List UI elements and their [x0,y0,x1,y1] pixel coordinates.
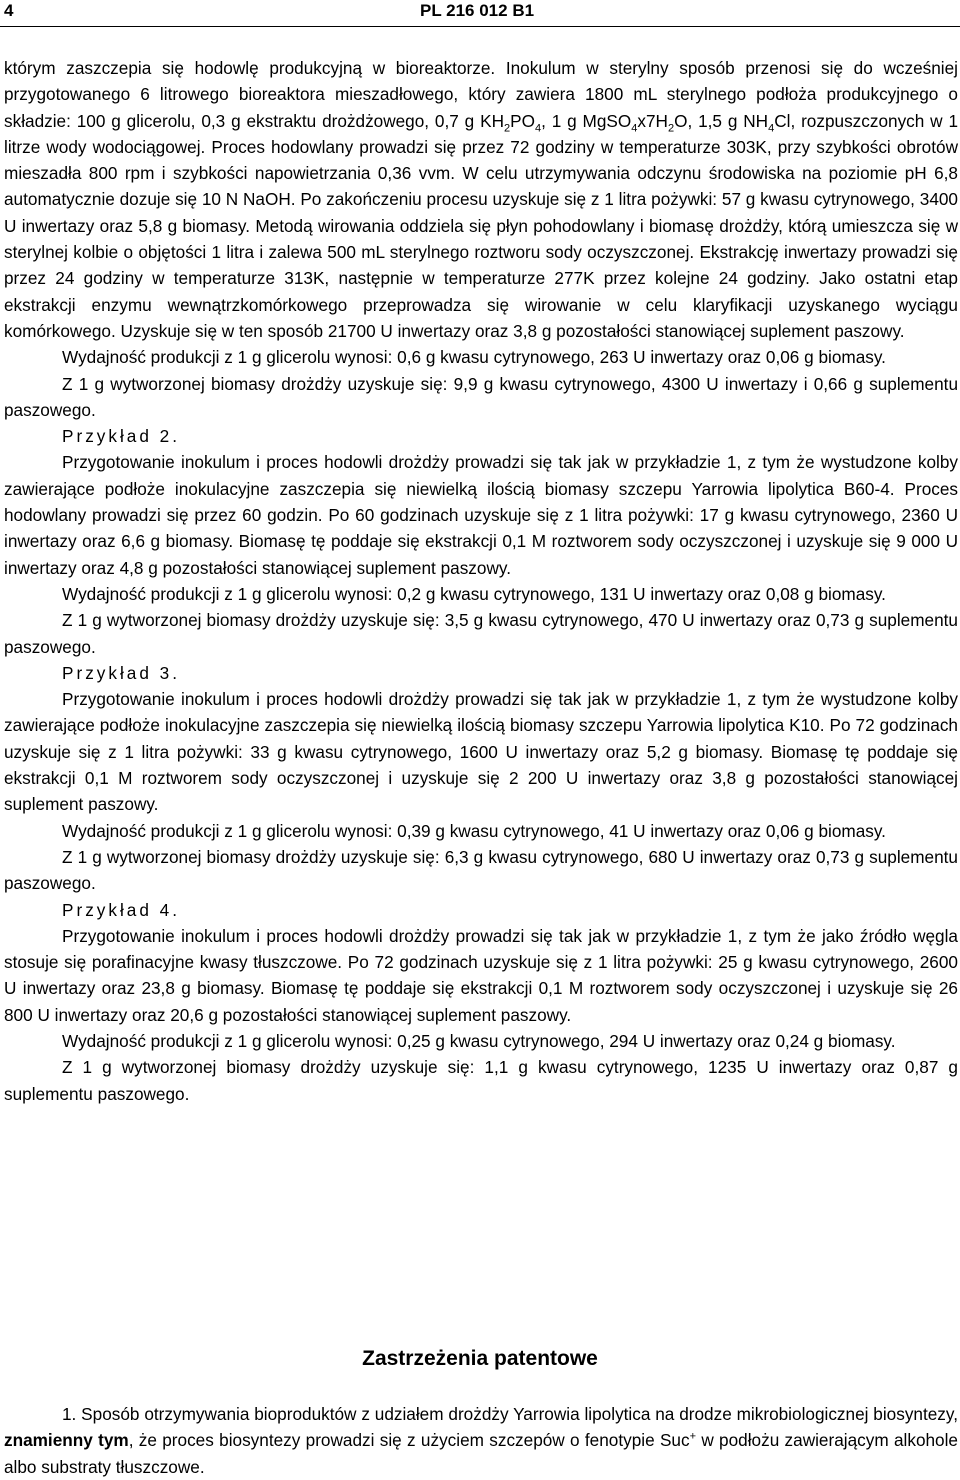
example1-yield-glycerol: Wydajność produkcji z 1 g glicerolu wynosi: 0,6 g kwasu cytrynowego, 263 U inwertazy oraz 0,06 g biomasy. [62,347,886,368]
page-header [0,0,960,26]
example3-title: Przykład 3. [62,662,181,683]
example4-yield-glycerol: Wydajność produkcji z 1 g glicerolu wynosi: 0,25 g kwasu cytrynowego, 294 U inwertazy oraz 0,24 g biomasy. [62,1030,896,1051]
example4-body: Przygotowanie inokulum i proces hodowli drożdży prowadzi się tak jak w przykładzie 1, z tym że jako źródło węgla stosuje się porafinacyjne kwasy tłuszczowe. Po 72 godzinach uzyskuje się z 1 litra pożywki: 25 g kwasu cytrynowego, 2600 U inwertazy oraz 23,8 g biomasy. Biomasę tę poddaje się ekstrakcji 0,1 M roztworem sody oczyszczonej i uzyskuje się 26 800 U inwertazy oraz 20,6 g pozostałości stanowiącej suplement paszowy. [4,925,958,1025]
example4-yield-biomass: Z 1 g wytworzonej biomasy drożdży uzyskuje się: 1,1 g kwasu cytrynowego, 1235 U inwertazy oraz 0,87 g suplementu paszowego. [4,1057,958,1104]
document-body [4,55,958,1107]
example2-title: Przykład 2. [62,426,181,447]
document-id: PL 216 012 B1 [420,1,535,20]
example3-yield-biomass: Z 1 g wytworzonej biomasy drożdży uzyskuje się: 6,3 g kwasu cytrynowego, 680 U inwertazy oraz 0,73 g suplementu paszowego. [4,846,958,894]
example3-yield-glycerol: Wydajność produkcji z 1 g glicerolu wynosi: 0,39 g kwasu cytrynowego, 41 U inwertazy oraz 0,06 g biomasy. [62,820,886,841]
claims-heading: Zastrzeżenia patentowe [362,1347,598,1370]
example1-continuation: którym zaszczepia się hodowlę produkcyjną w bioreaktorze. Inokulum w sterylny sposób przenosi się do wcześniej przygotowanego 6 litrowego bioreaktora mieszadłowego, który zawiera 1800 mL sterylnego podłoża produkcyjnego o składzie: 100 g glicerolu, 0,3 g ekstraktu drożdżowego, 0,7 g $KH_2PO_4$, 1 g $MgSO_4x7H_2O$, 1,5 g $NH_4Cl$, rozpuszczonych w 1 litrze wody wodociągowej. Proces hodowlany prowadzi się przez 72 godziny w temperaturze 303K, przy szybkości obrotów mieszadła 800 rpm i szybkości napowietrzania 0,36 vvm. W celu utrzymywania odczynu środowiska na poziomie pH 6,8 automatycznie dozuje się 10 N NaOH. Po zakończeniu procesu uzyskuje się z 1 litra pożywki: 57 g kwasu cytrynowego, 3400 U inwertazy oraz 5,8 g biomasy. Metodą wirowania oddziela się płyn pohodowlany i biomasę drożdży, którą umieszcza się w sterylnej kolbie o objętości 1 litra i zalewa 500 mL sterylnego roztworu sody oczyszczonej. Ekstrakcję inwertazy prowadzi się przez 24 godziny w temperaturze 313K, następnie w temperaturze 277K przez kolejne 24 godziny. Jako ostatni etap ekstrakcji enzymu wewnątrzkomórkowego przeprowadza się wirowanie w celu klaryfikacji uzyskanego wyciągu komórkowego. Uzyskuje się w ten sposób 21700 U inwertazy oraz 3,8 g pozostałości stanowiącej suplement paszowy. [4,58,958,341]
example1-yield-biomass: Z 1 g wytworzonej biomasy drożdży uzyskuje się: 9,9 g kwasu cytrynowego, 4300 U inwertazy i 0,66 g suplementu paszowego. [4,373,958,420]
example2-yield-glycerol: Wydajność produkcji z 1 g glicerolu wynosi: 0,2 g kwasu cytrynowego, 131 U inwertazy oraz 0,08 g biomasy. [62,583,886,604]
header-rule [0,26,960,27]
example4-title: Przykład 4. [62,899,181,920]
example3-body: Przygotowanie inokulum i proces hodowli drożdży prowadzi się tak jak w przykładzie 1, z tym że wystudzone kolby zawierające podłoże inokulacyjne zaszczepia się niewielką ilością biomasy szczepu Yarrowia lipolytica K10. Po 72 godzinach uzyskuje się z 1 litra pożywki: 33 g kwasu cytrynowego, 1600 U inwertazy oraz 5,2 g biomasy. Biomasę tę poddaje się ekstrakcji 0,1 M roztworem sody oczyszczonej i uzyskuje się 2 200 U inwertazy oraz 3,8 g pozostałości stanowiącej suplement paszowy. [4,689,958,815]
claim-1: 1. Sposób otrzymywania bioproduktów z udziałem drożdży Yarrowia lipolytica na drodze mikrobiologicznej biosyntezy, znamienny tym, że proces biosyntezy prowadzi się z użyciem szczepów o fenotypie Suc+ w podłożu zawierającym alkohole albo substraty tłuszczowe. [4,1404,958,1477]
claims-section [4,1401,958,1480]
example2-yield-biomass: Z 1 g wytworzonej biomasy drożdży uzyskuje się: 3,5 g kwasu cytrynowego, 470 U inwertazy oraz 0,73 g suplementu paszowego. [4,610,958,657]
page-number: 4 [4,1,14,20]
example2-body: Przygotowanie inokulum i proces hodowli drożdży prowadzi się tak jak w przykładzie 1, z tym że wystudzone kolby zawierające podłoże inokulacyjne zaszczepia się niewielką ilością biomasy szczepu Yarrowia lipolytica B60-4. Proces hodowlany prowadzi się przez 60 godzin. Po 60 godzinach uzyskuje się z 1 litra pożywki: 17 g kwasu cytrynowego, 2360 U inwertazy oraz 6,6 g biomasy. Biomasę tę poddaje się ekstrakcji 0,1 M roztworem sody oczyszczonej i uzyskuje się 9 000 U inwertazy oraz 4,8 g pozostałości stanowiącej suplement paszowy. [4,452,958,578]
